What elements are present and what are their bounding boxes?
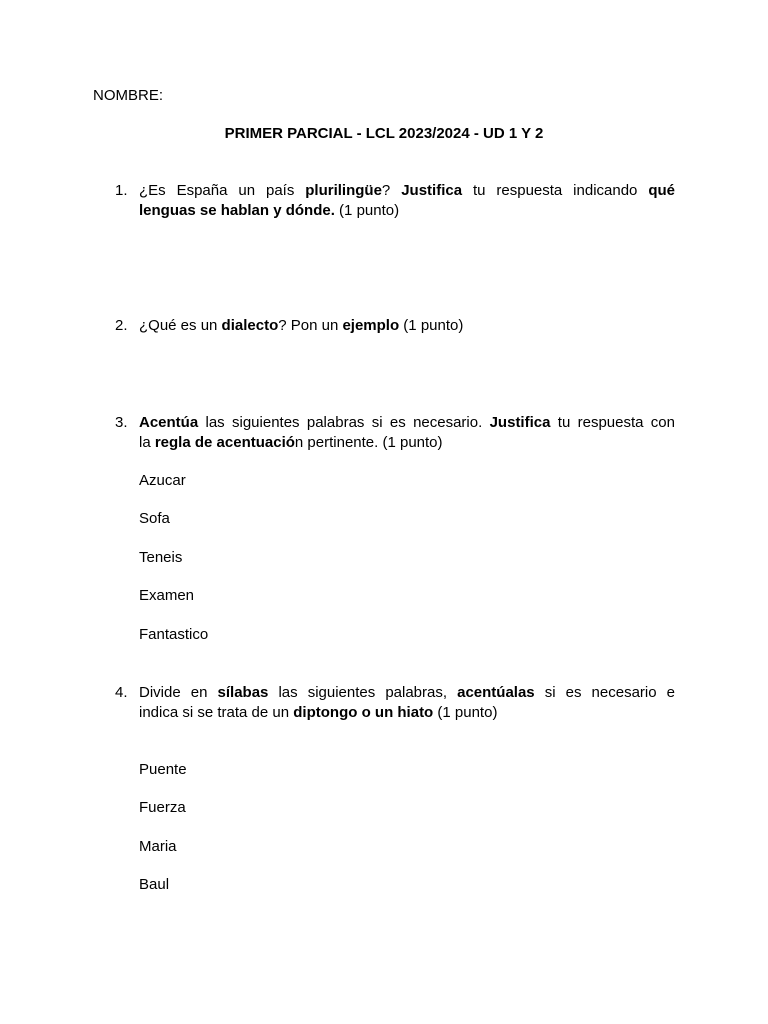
word-item: Fantastico [139,626,209,643]
question-line-2 [139,433,675,453]
text-segment: (1 punto) [399,317,464,334]
question-line-2 [139,201,675,221]
question-number: 1. [115,182,128,199]
word-item: Teneis [139,549,183,566]
question-number: 2. [115,317,128,334]
word-item: Baul [139,876,170,893]
text-segment: (1 punto) [334,202,400,219]
text-segment: tu respuesta con [550,414,675,431]
bold-text: plurilingüe [305,182,382,199]
word-item: Sofa [139,510,170,527]
bold-text: ejemplo [342,317,400,334]
word-item: Examen [139,587,195,604]
text-segment: ¿Qué es un [139,317,222,334]
question-number: 4. [115,684,128,701]
text-segment: indica si se trata de un [139,704,294,721]
bold-text: diptongo o un hiato [293,704,434,721]
word-item: Maria [139,838,177,855]
text-segment: ? Pon un [278,317,343,334]
question-line-1 [139,316,675,336]
bold-text: acentúalas [457,684,535,701]
text-segment: ? [381,182,402,199]
question-line-1 [139,413,675,433]
word-item: Puente [139,761,187,778]
text-segment: la [139,434,155,451]
text-segment: n pertinente. (1 punto) [294,434,443,451]
bold-text: Acentúa [139,414,199,431]
bold-text: sílabas [217,684,269,701]
name-label: NOMBRE: [93,87,164,104]
bold-text: regla de acentuació [154,434,295,451]
exam-title: PRIMER PARCIAL - LCL 2023/2024 - UD 1 Y 2 [224,125,544,142]
bold-text: dialecto [221,317,279,334]
text-segment: si es necesario e [534,684,675,701]
text-segment: tu respuesta indicando [462,182,649,199]
bold-text: lenguas se hablan y dónde. [139,202,335,219]
bold-text: qué [648,182,675,199]
question-line-2 [139,703,675,723]
word-item: Fuerza [139,799,186,816]
bold-text: Justifica [401,182,463,199]
text-segment: Divide en [139,684,218,701]
question-line-1 [139,683,675,703]
word-item: Azucar [139,472,186,489]
question-line-1 [139,181,675,201]
text-segment: ¿Es España un país [139,182,306,199]
question-number: 3. [115,414,128,431]
bold-text: Justifica [489,414,551,431]
text-segment: las siguientes palabras, [268,684,458,701]
text-segment: las siguientes palabras si es necesario. [198,414,490,431]
text-segment: (1 punto) [433,704,498,721]
